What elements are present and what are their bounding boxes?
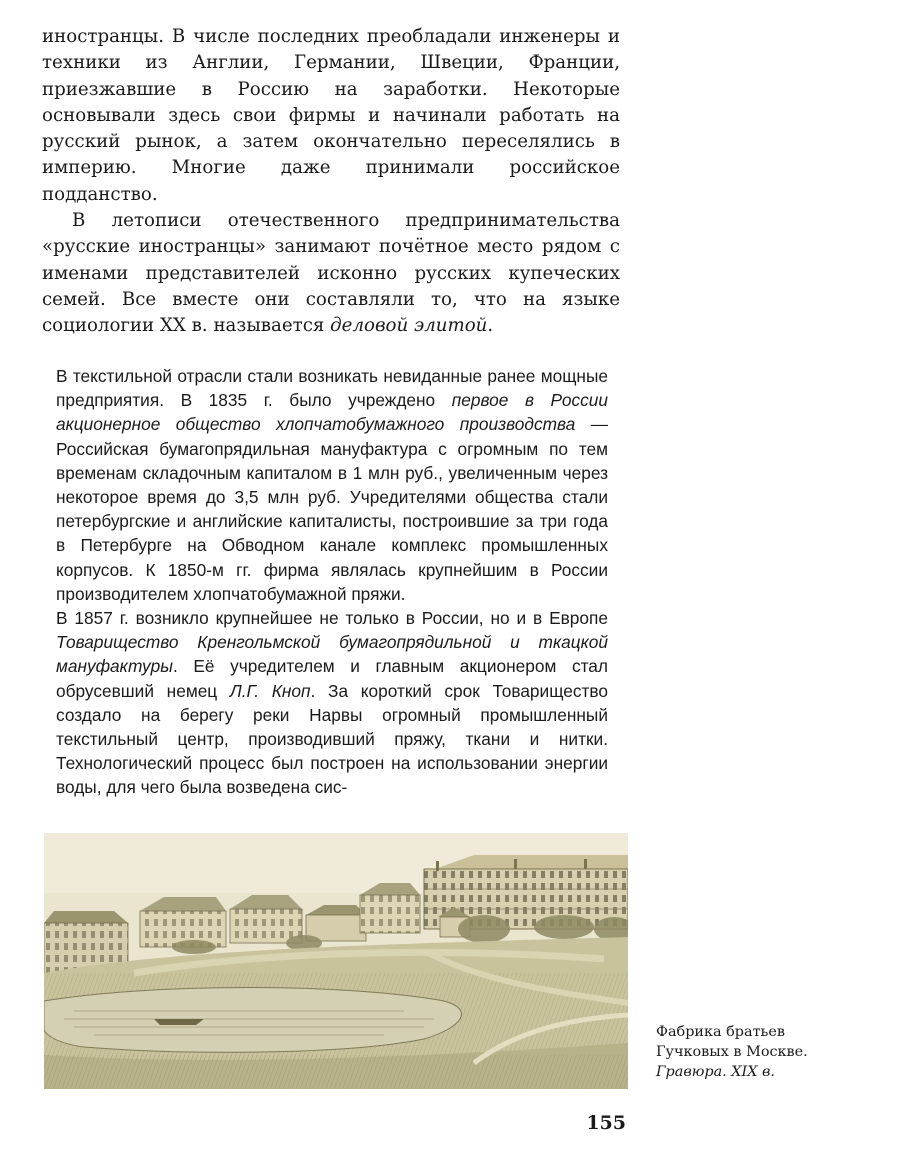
main-paragraph-2-term: деловой элитой [330,315,488,337]
inset-p2-a: В 1857 г. возникло крупнейшее не только в России, но и в Европе [56,608,608,629]
inset-p1-a: В текстильной отрасли стали возникать невиданные ранее мощные предприятия. В 1835 г. было учреждено [56,366,608,411]
inset-paragraph-1 [56,364,608,606]
main-text [42,24,620,340]
caption-line-2: Гучковых в Москве. [656,1044,808,1060]
inset-p1-term: первое в России акционерное общество хлопчатобумажного производства [56,390,608,435]
figure-caption [656,1022,896,1082]
main-paragraph-2 [42,208,620,339]
page-number: 155 [586,1112,626,1134]
main-paragraph-1: иностранцы. В числе последних преобладали инженеры и техники из Англии, Германии, Швеции, Франции, приезжавшие в Россию на заработки. Некоторые основывали здесь свои фирмы и начинали работать на русский рынок, а затем окончательно переселялись в империю. Многие даже принимали российское подданство. [42,26,620,205]
engraving-illustration [44,833,628,1089]
inset-p2-e: . За короткий срок Товарищество создало на берегу реки Нарвы огромный промышленный текстильный центр, производивший пряжу, ткани и нитки. Технологический процесс был построен на использовании энергии воды, для чего была возведена сис- [56,680,608,798]
inset-p1-c: — Российская бумагопрядильная мануфактура с огромным по тем временам складочным капиталом в 1 млн руб., увеличенным через некоторое время до 3,5 млн руб. Учредителями общества стали петербургские и английские капиталисты, построившие за три года в Петербурге на Обводном канале комплекс промышленных корпусов. К 1850-м гг. фирма являлась крупнейшим в России производителем хлопчатобумажной пряжи. [56,414,608,604]
main-paragraph-2-end: . [487,315,494,337]
inset-paragraph-2 [56,606,608,800]
inset-p2-c: . Её учредителем и главным акционером стал обрусевший немец [56,656,608,701]
pond [44,988,461,1053]
caption-line-3: Гравюра. XIX в. [656,1064,776,1080]
caption-line-1: Фабрика братьев [656,1024,786,1040]
main-paragraph-2-text: В летописи отечественного предпринимательства «русские иностранцы» занимают почётное место рядом с именами представителей исконно русских купеческих семей. Все вместе они составляли то, что на языке социологии XX в. называется [42,210,620,337]
inset-text [56,364,608,800]
inset-p2-name: Л.Г. Кноп [229,680,311,701]
inset-p2-term: Товарищество Кренгольмской бумагопрядильной и ткацкой мануфактуры [56,632,608,677]
factory-engraving-svg [44,833,628,1089]
